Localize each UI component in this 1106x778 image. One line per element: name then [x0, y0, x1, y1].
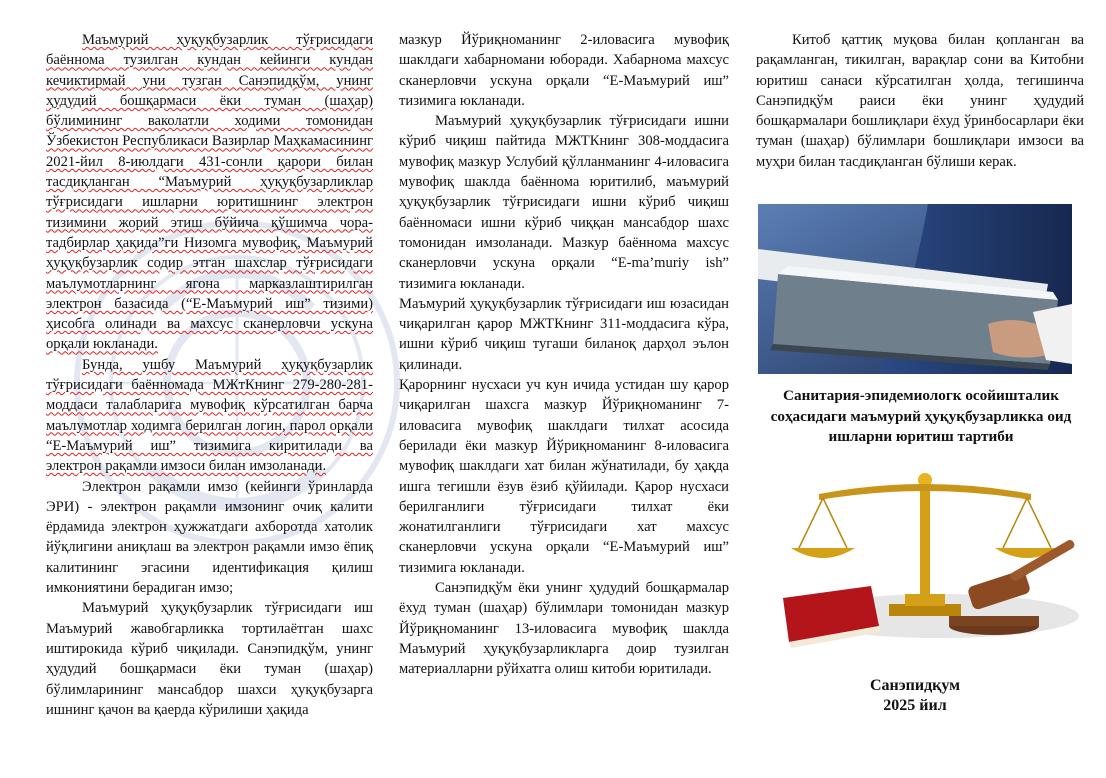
paragraph-registration-book: Санэпидқўм ёки унинг ҳудудий бошқармалар ёхуд туман (шаҳар) бўлимлари томонидан мазкур Йўриқноманинг 13-иловасига мувофиқ шаклда Маъмурий ҳуқуқбузарликларга доир тузилган материалларни рўйхатга олиш китоби юритилади. [399, 580, 729, 678]
text-column-1 [46, 30, 373, 720]
scales-of-justice-image [779, 466, 1084, 649]
paragraph-review-protocol: Маъмурий ҳуқуқбузарлик тўғрисидаги ишни кўриб чиқиш пайтида МЖТКнинг 308-моддасига мувофиқ мазкур Услубий қўлланманинг 4-иловасига мувофиқ шаклда баённома юритилиб, маъмурий ҳуқуқбузарлик тўғрисидаги ишни кўриб чиқиш баённомаси ишни кўриб чиққан мансабдор шахс томонидан имзоланади. Мазкур баённома махсус сканерловчи ускуна орқали “E-ma’muriy ish” тизимига юкланади. [399, 113, 729, 292]
paragraph-digital-signature: Электрон рақамли имзо (кейинги ўринларда ЭРИ) - электрон рақамли имзонинг очиқ калити ёрдамида электрон ҳужжатдаги ахборотда хатолик йўқлигини аниқлаш ва электрон рақамли имзо ёпиқ калитининг эгасини идентификация қилиш имкониятини берадиган имзо; [46, 478, 373, 597]
paragraph-decision-announcement: Маъмурий ҳуқуқбузарлик тўғрисидаги иш юзасидан чиқарилган қарор МЖТКнинг 311-моддасига кўра, ишни кўриб чиқиш тугаши биланоқ дарҳол эълон қилинади. [399, 295, 729, 373]
publisher-footer [845, 676, 985, 716]
text-column-2 [399, 30, 729, 680]
paragraph-electronic-registration: Маъмурий ҳуқуқбузарлик тўғрисидаги баённома тузилган кундан кейинги кундан кечиктирмай уни тузган Санэпидқўм, унинг ҳудудий бошқармаси ёки туман (шаҳар) бўлимининг ваколатли ходими томонидан Ўзбекистон Республикаси Вазирлар Маҳкамасининг 2021-йил 8-июлдаги 431-сонли қарори билан тасдиқланган “Маъмурий ҳуқуқбузарликлар тўғрисидаги ишларни юритишнинг электрон тизимини жорий этиш бўйича қўшимча чора-тадбирлар ҳақида”ги Низомга мувофиқ, Маъмурий ҳуқуқбузарлик содир этган шахслар тўғрисидаги маълумотларнинг ягона марказлаштирилган электрон базасида (“Е-Маъмурий иш” тизими) ҳисобга олинади ва махсус сканерловчи ускуна орқали юкланади. [46, 32, 373, 353]
organization-name: Санэпидқум [869, 677, 961, 694]
paragraph-login-entry: Бунда, ушбу Маъмурий ҳуқуқбузарлик тўғрисидаги баённомада МЖтКнинг 279-280-281-моддаси талабларига мувофиқ кўрсатилган барча маълумотлар ходимга берилган логин, парол орқали “Е-Маъмурий иш” тизимига киритилади ва электрон рақамли имзоси билан имзоланади. [46, 356, 373, 475]
paragraph-book-binding: Китоб қаттиқ муқова билан қопланган ва рақамланган, тикилган, варақлар сони ва Китобни юритиш санаси кўрсатилган ҳолда, тегишинча Санэпидқўм раиси ёки унинг ҳудудий бошқармалари бошлиқлари ёхуд ўринбосарлари ёки туман (шаҳар) бўлимлари бошлиқлари имзоси ва муҳри билан тасдиқланган бўлиши керак. [756, 32, 1084, 170]
text-column-3 [756, 30, 1084, 172]
paragraph-notification: мазкур Йўриқноманинг 2-иловасига мувофиқ шаклдаги хабарномани юборади. Хабарнома махсус сканерловчи ускуна орқали “Е-Маъмурий иш” тизимига юкланади. [399, 32, 729, 109]
paragraph-decision-copy: Қарорнинг нусхаси уч кун ичида устидан шу қарор чиқарилган шахсга мазкур Йўриқноманинг 7-иловасига мувофиқ шаклдаги тилхат асосида берилади ёки мазкур Йўриқноманинг 8-иловасига мувофиқ шаклдаги хат билан жўнатилади, бу ҳақда ишга тегишли ёзув ёзиб қўйилади. Қарор нусхаси берилганлиги тўғрисидаги тилхат ёки жонатилганлиги тўғрисидаги хат махсус сканерловчи ускуна орқали “Е-Маъмурий иш” тизимига юкланади. [399, 377, 729, 576]
brochure-title: Санитария-эпидемиологк осойишталик соҳасидаги маъмурий ҳуқуқбузарликка оид ишларни юритиш тартиби [770, 387, 1072, 445]
paragraph-case-review: Маъмурий ҳуқуқбузарлик тўғрисидаги иш Маъмурий жавобгарликка тортилаётган шахс иштирокида кўриб чиқилади. Санэпидқўм, унинг ҳудудий бошқармаси ёки туман (шаҳар) бўлимларининг мансабдор шахси ҳуқуқбузарга ишнинг қачон ва қаерда кўрилиши ҳақида [46, 600, 373, 718]
publication-year: 2025 йил [883, 697, 947, 714]
business-folder-photo [758, 204, 1072, 374]
